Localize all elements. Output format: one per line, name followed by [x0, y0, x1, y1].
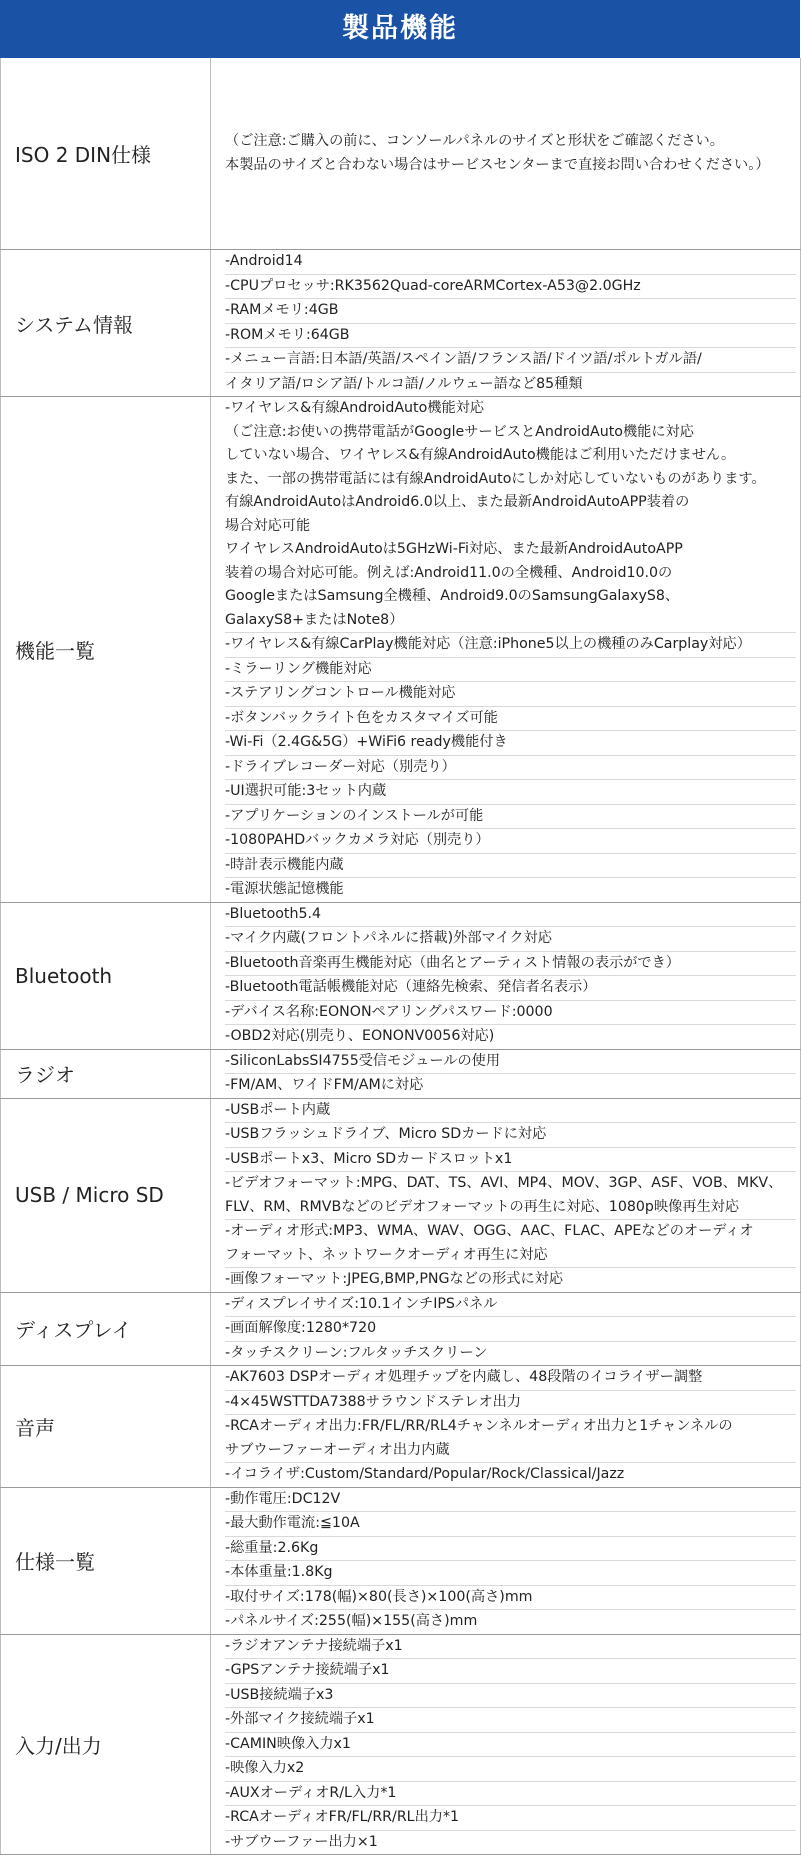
spec-item-line: -ワイヤレス&有線AndroidAuto機能対応 [225, 400, 485, 416]
spec-section [1, 397, 801, 903]
spec-section [1, 250, 801, 397]
spec-item [225, 1123, 796, 1148]
notice-line: （ご注意:ご購入の前に、コンソールパネルのサイズと形状をご確認ください。 [225, 133, 724, 149]
spec-item-line: FLV、RM、RMVBなどのビデオフォーマットの再生に対応、1080p映像再生対応 [225, 1198, 740, 1215]
spec-item [225, 1293, 796, 1318]
spec-item-line: -パネルサイズ:255(幅)×155(高さ)mm [225, 1613, 478, 1629]
spec-item-line: （ご注意:お使いの携帯電話がGoogleサービスとAndroidAuto機能に対応 [225, 423, 694, 440]
spec-item [225, 373, 796, 397]
category-label: ISO 2 DIN仕様 [1, 58, 211, 250]
spec-item-line: -動作電圧:DC12V [225, 1490, 341, 1507]
category-label: ディスプレイ [1, 1292, 211, 1366]
spec-item [225, 1537, 796, 1562]
spec-item-line: -ミラーリング機能対応 [225, 660, 372, 677]
spec-item-line: -電源状態記憶機能 [225, 881, 344, 897]
spec-item [225, 1391, 796, 1416]
spec-item [225, 1099, 796, 1124]
spec-item-line: -RCAオーディオ出力:FR/FL/RR/RL4チャンネルオーディオ出力と1チャンネルの [225, 1418, 733, 1434]
spec-section [1, 1049, 801, 1098]
spec-item [225, 1317, 796, 1342]
spec-item-line: -イコライザ:Custom/Standard/Popular/Rock/Classical/Jazz [225, 1466, 625, 1482]
spec-item [225, 1148, 796, 1173]
spec-item-line: -Android14 [225, 253, 303, 269]
spec-item-line: -ビデオフォーマット:MPG、DAT、TS、AVI、MP4、MOV、3GP、ASF、VOB、MKV、 [225, 1175, 783, 1191]
spec-item-line: -AK7603 DSPオーディオ処理チップを内蔵し、48段階のイコライザー調整 [225, 1369, 703, 1385]
spec-item [225, 878, 796, 902]
spec-item-list [211, 1098, 801, 1292]
spec-item [225, 1025, 796, 1049]
category-label: 入力/出力 [1, 1634, 211, 1855]
spec-item [225, 1659, 796, 1684]
spec-item-line: -USBフラッシュドライブ、Micro SDカードに対応 [225, 1126, 547, 1142]
spec-section [1, 1292, 801, 1366]
page-title: 製品機能 [0, 0, 800, 58]
spec-item [225, 1586, 796, 1611]
spec-item-line: -ディスプレイサイズ:10.1インチIPSパネル [225, 1295, 498, 1312]
spec-item [225, 1635, 796, 1660]
spec-item [225, 1463, 796, 1487]
spec-item-line: 場合対応可能 [225, 517, 311, 534]
spec-item-list [211, 397, 801, 903]
spec-item-line: -4×45WSTTDA7388サラウンドステレオ出力 [225, 1393, 522, 1410]
spec-item-line: -サブウーファー出力×1 [225, 1833, 378, 1850]
spec-item-line: -UI選択可能:3セット内蔵 [225, 783, 387, 799]
spec-item-line: -ボタンバックライト色をカスタマイズ可能 [225, 709, 498, 726]
spec-item [225, 854, 796, 879]
spec-item-line: -SiliconLabsSI4755受信モジュールの使用 [225, 1052, 501, 1069]
spec-section [1, 1098, 801, 1292]
spec-item [225, 1001, 796, 1026]
category-label: システム情報 [1, 250, 211, 397]
category-label: USB / Micro SD [1, 1098, 211, 1292]
spec-item-line: -CPUプロセッサ:RK3562Quad-coreARMCortex-A53@2.0GHz [225, 277, 641, 294]
spec-item [225, 1415, 796, 1463]
spec-item [225, 805, 796, 830]
spec-item [225, 275, 796, 300]
spec-item-line: -USBポートx3、Micro SDカードスロットx1 [225, 1150, 513, 1167]
spec-item-line: -Bluetooth5.4 [225, 905, 322, 922]
spec-item [225, 1512, 796, 1537]
category-label: 音声 [1, 1366, 211, 1488]
spec-item [225, 1806, 796, 1831]
spec-item-line: -最大動作電流:≦10A [225, 1515, 360, 1531]
spec-item-line: -RCAオーディオFR/FL/RR/RL出力*1 [225, 1809, 460, 1825]
spec-item [225, 324, 796, 349]
spec-item-line: -Bluetooth音楽再生機能対応（曲名とアーティスト情報の表示ができ） [225, 954, 680, 971]
spec-item-line: -OBD2対応(別売り、EONONV0056対応) [225, 1028, 495, 1044]
spec-item-line: -画像フォーマット:JPEG,BMP,PNGなどの形式に対応 [225, 1271, 564, 1287]
spec-item [225, 829, 796, 854]
spec-item-line: -画面解像度:1280*720 [225, 1320, 377, 1336]
spec-item-line: -Bluetooth電話帳機能対応（連絡先検索、発信者名表示） [225, 979, 597, 995]
spec-item-line: -外部マイク接続端子x1 [225, 1711, 375, 1727]
category-label: ラジオ [1, 1049, 211, 1098]
spec-item-line: -ステアリングコントロール機能対応 [225, 685, 456, 701]
spec-item [225, 756, 796, 781]
spec-item-line: -本体重量:1.8Kg [225, 1564, 333, 1580]
spec-item-list [211, 250, 801, 397]
spec-item [225, 707, 796, 732]
spec-item [225, 1733, 796, 1758]
category-label: 機能一覧 [1, 397, 211, 903]
spec-item-line: -取付サイズ:178(幅)×80(長さ)×100(高さ)mm [225, 1588, 533, 1605]
spec-item [225, 1220, 796, 1268]
spec-item-line: -FM/AM、ワイドFM/AMに対応 [225, 1077, 424, 1093]
spec-item [225, 1342, 796, 1366]
spec-item-line: 装着の場合対応可能。例えば:Android11.0の全機種、Android10.0の [225, 564, 673, 581]
spec-item-line: -CAMIN映像入力x1 [225, 1735, 351, 1752]
spec-item-line: -ワイヤレス&有線CarPlay機能対応（注意:iPhone5以上の機種のみCarplay対応） [225, 636, 751, 652]
spec-item [225, 299, 796, 324]
spec-item [225, 927, 796, 952]
category-label: Bluetooth [1, 902, 211, 1049]
spec-item [225, 1561, 796, 1586]
spec-item-line: GalaxyS8+またはNote8） [225, 611, 404, 628]
spec-item-line: -AUXオーディオR/L入力*1 [225, 1784, 397, 1801]
spec-item-list [211, 902, 801, 1049]
spec-item-line: また、一部の携帯電話には有線AndroidAutoにしか対応していないものがあります。 [225, 470, 766, 487]
notice-text [211, 58, 801, 250]
spec-item-line: GoogleまたはSamsung全機種、Android9.0のSamsungGalaxyS8、 [225, 588, 680, 604]
spec-item-line: -GPSアンテナ接続端子x1 [225, 1662, 390, 1678]
spec-item-line: -RAMメモリ:4GB [225, 302, 339, 318]
spec-item [225, 250, 796, 275]
spec-item [225, 1488, 796, 1513]
spec-item-list [211, 1292, 801, 1366]
spec-item-line: -メニュー言語:日本語/英語/スペイン語/フランス語/ドイツ語/ポルトガル語/ [225, 351, 702, 367]
spec-item-line: -USBポート内蔵 [225, 1101, 331, 1118]
spec-item [225, 1757, 796, 1782]
spec-item-list [211, 1049, 801, 1098]
spec-section [1, 58, 801, 250]
spec-item [225, 1684, 796, 1709]
spec-item-line: -ラジオアンテナ接続端子x1 [225, 1637, 403, 1654]
spec-item [225, 1708, 796, 1733]
spec-section [1, 1634, 801, 1855]
spec-item [225, 780, 796, 805]
spec-section [1, 1487, 801, 1634]
spec-item-line: -時計表示機能内蔵 [225, 856, 344, 873]
spec-item-line: サブウーファーオーディオ出力内蔵 [225, 1441, 450, 1458]
spec-item [225, 1050, 796, 1075]
spec-item-line: していない場合、ワイヤレス&有線AndroidAuto機能はご利用いただけません。 [225, 447, 736, 463]
spec-item-list [211, 1634, 801, 1855]
spec-item-line: 有線AndroidAutoはAndroid6.0以上、また最新AndroidAutoAPP装着の [225, 494, 690, 510]
spec-item [225, 348, 796, 373]
spec-item-line: -1080PAHDバックカメラ対応（別売り） [225, 832, 490, 848]
spec-item [225, 976, 796, 1001]
spec-item-line: イタリア語/ロシア語/トルコ語/ノルウェー語など85種類 [225, 375, 583, 392]
spec-item [225, 1366, 796, 1391]
spec-item-line: -映像入力x2 [225, 1760, 305, 1776]
spec-item-list [211, 1487, 801, 1634]
spec-item [225, 1172, 796, 1220]
spec-item [225, 633, 796, 658]
spec-item-line: -マイク内蔵(フロントパネルに搭載)外部マイク対応 [225, 930, 552, 946]
spec-item-line: -デバイス名称:EONONペアリングパスワード:0000 [225, 1003, 553, 1020]
category-label: 仕様一覧 [1, 1487, 211, 1634]
spec-item [225, 1610, 796, 1634]
spec-item-line: -Wi-Fi（2.4G&5G）+WiFi6 ready機能付き [225, 734, 508, 750]
spec-item-line: -アプリケーションのインストールが可能 [225, 807, 484, 824]
spec-item-line: ワイヤレスAndroidAutoは5GHzWi-Fi対応、また最新AndroidAutoAPP [225, 541, 683, 557]
spec-item [225, 397, 796, 633]
spec-item [225, 658, 796, 683]
spec-item-line: -ROMメモリ:64GB [225, 326, 350, 343]
spec-item-list [211, 1366, 801, 1488]
spec-item-line: -総重量:2.6Kg [225, 1539, 319, 1556]
spec-section [1, 902, 801, 1049]
spec-item [225, 1074, 796, 1098]
spec-item-line: -オーディオ形式:MP3、WMA、WAV、OGG、AAC、FLAC、APEなどのオーディオ [225, 1223, 754, 1239]
spec-item [225, 1831, 796, 1855]
spec-item-line: フォーマット、ネットワークオーディオ再生に対応 [225, 1246, 548, 1263]
spec-item [225, 903, 796, 928]
spec-item-line: -タッチスクリーン:フルタッチスクリーン [225, 1344, 488, 1361]
spec-item [225, 1782, 796, 1807]
notice-line: 本製品のサイズと合わない場合はサービスセンターまで直接お問い合わせください。） [225, 156, 770, 173]
spec-item [225, 682, 796, 707]
spec-table [0, 58, 801, 1855]
spec-item [225, 731, 796, 756]
spec-item [225, 1268, 796, 1292]
spec-item-line: -ドライブレコーダー対応（別売り） [225, 758, 456, 775]
spec-item [225, 952, 796, 977]
spec-section [1, 1366, 801, 1488]
spec-item-line: -USB接続端子x3 [225, 1686, 334, 1703]
